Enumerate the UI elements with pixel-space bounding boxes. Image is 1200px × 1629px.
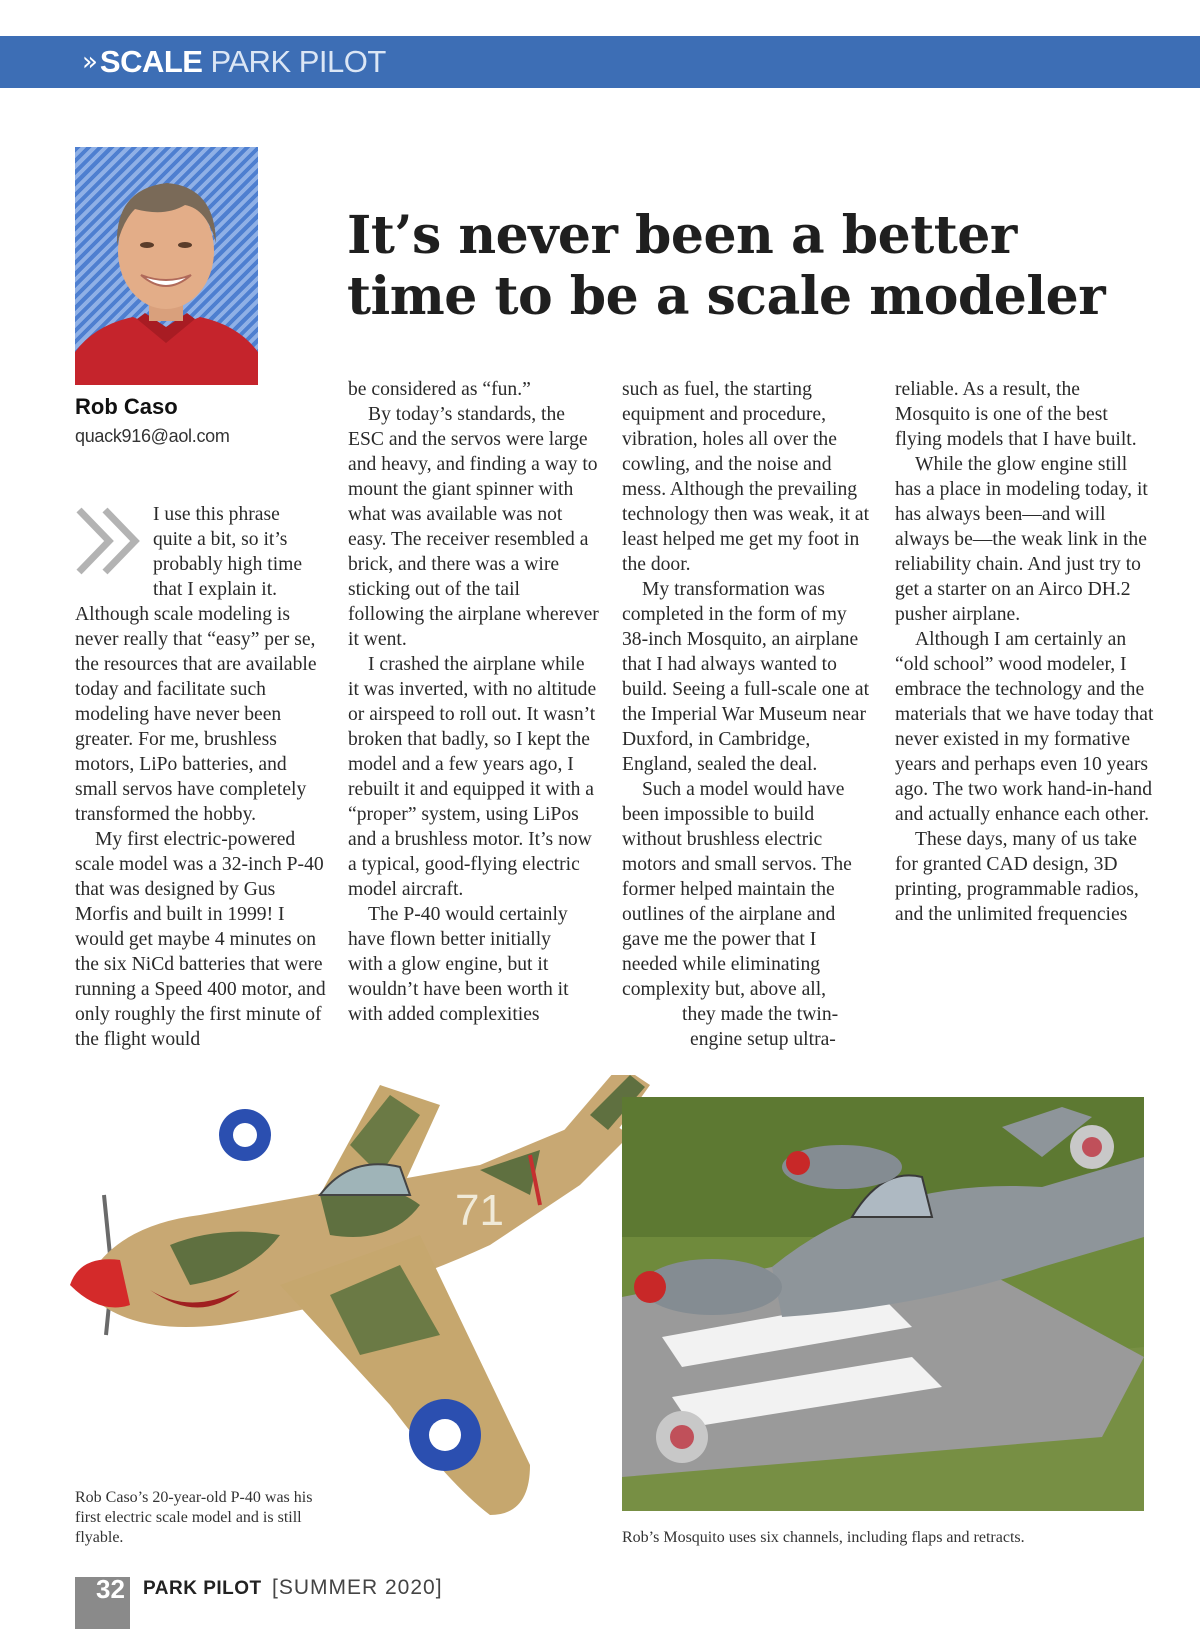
paragraph-line: engine setup ultra-: [690, 1029, 836, 1050]
author-photo: [75, 147, 258, 385]
paragraph: I use this phrase quite a bit, so it’s probably high time that I explain it. Although scale modeling is never really that “easy” per se, the resources that are available today and facilitate such modeling have never been greater. For me, brushless motors, LiPo batteries, and small servos have completely transformed the hobby.: [75, 504, 317, 825]
chevron-icon: »: [82, 47, 94, 77]
section-title-light: PARK PILOT: [210, 44, 386, 79]
paragraph: The P-40 would certainly have flown better initially with a glow engine, but it wouldn’t have been worth it with added complexities: [348, 904, 569, 1025]
paragraph: Such a model would have been impossible to build without brushless electric motors and small servos. The former helped maintain the outlines of the airplane and gave me the power that I needed while eliminating complexity but, above all,: [622, 779, 852, 1000]
photo-caption-right: Rob’s Mosquito uses six channels, including flaps and retracts.: [622, 1529, 1025, 1546]
photo-caption-left: Rob Caso’s 20-year-old P-40 was his first electric scale model and is still flyable.: [75, 1489, 313, 1546]
magazine-name: PARK PILOT: [143, 1578, 262, 1599]
section-banner: [0, 36, 1200, 88]
paragraph: These days, many of us take for granted CAD design, 3D printing, programmable radios, and the unlimited frequencies: [895, 829, 1139, 925]
pull-quote-chevron-icon: [75, 504, 153, 578]
article-headline: It’s never been a better time to be a scale modeler: [347, 205, 1106, 327]
paragraph: be considered as “fun.”: [348, 379, 531, 400]
aircraft-number: 71: [455, 1186, 504, 1235]
author-name: Rob Caso: [75, 394, 178, 419]
paragraph: such as fuel, the starting equipment and procedure, vibration, holes all over the cowling, and the noise and mess. Although the prevailing technology then was weak, it at least helped me get my foot in the door.: [622, 379, 870, 575]
author-email: quack916@aol.com: [75, 426, 230, 446]
paragraph: My first electric-powered scale model was a 32-inch P-40 that was designed by Gus Morfis and built in 1999! I would get maybe 4 minutes on the six NiCd batteries that were running a Speed 400 motor, and only roughly the first minute of the flight would: [75, 829, 326, 1050]
article-column-4: [895, 377, 1157, 927]
section-title-bold: SCALE: [99, 44, 203, 79]
paragraph: Although I am certainly an “old school” wood modeler, I embrace the technology and the materials that we have today that never existed in my formative years and perhaps even 10 years ago. The two work hand-in-hand and actually enhance each other.: [895, 629, 1154, 825]
paragraph: My transformation was completed in the form of my 38-inch Mosquito, an airplane that I had always wanted to build. Seeing a full-scale one at the Imperial War Museum near Duxford, in Cambridge, England, sealed the deal.: [622, 579, 870, 775]
issue-label: [SUMMER 2020]: [272, 1576, 443, 1599]
page-number: 32: [96, 1574, 125, 1604]
paragraph: By today’s standards, the ESC and the servos were large and heavy, and finding a way to mount the giant spinner with what was available was not easy. The receiver resembled a brick, and there was a wire sticking out of the tail following the airplane wherever it went.: [348, 404, 599, 650]
paragraph: While the glow engine still has a place in modeling today, it has always been—and will always be—the weak link in the reliability chain. And just try to get a starter on an Airco DH.2 pusher airplane.: [895, 454, 1148, 625]
paragraph: reliable. As a result, the Mosquito is one of the best flying models that I have built.: [895, 379, 1137, 450]
paragraph: I crashed the airplane while it was inverted, with no altitude or airspeed to roll out. It wasn’t broken that badly, so I kept the model and a few years ago, I rebuilt it and equipped it with a “proper” system, using LiPos and a brushless motor. It’s now a typical, good-flying electric model aircraft.: [348, 654, 597, 900]
article-column-2: [348, 377, 600, 1027]
p40-photo: [60, 1075, 680, 1555]
article-column-1: [75, 502, 327, 1052]
mosquito-photo: [622, 1097, 1144, 1511]
article-column-3: [622, 377, 874, 1052]
paragraph-line: they made the twin-: [682, 1004, 839, 1025]
